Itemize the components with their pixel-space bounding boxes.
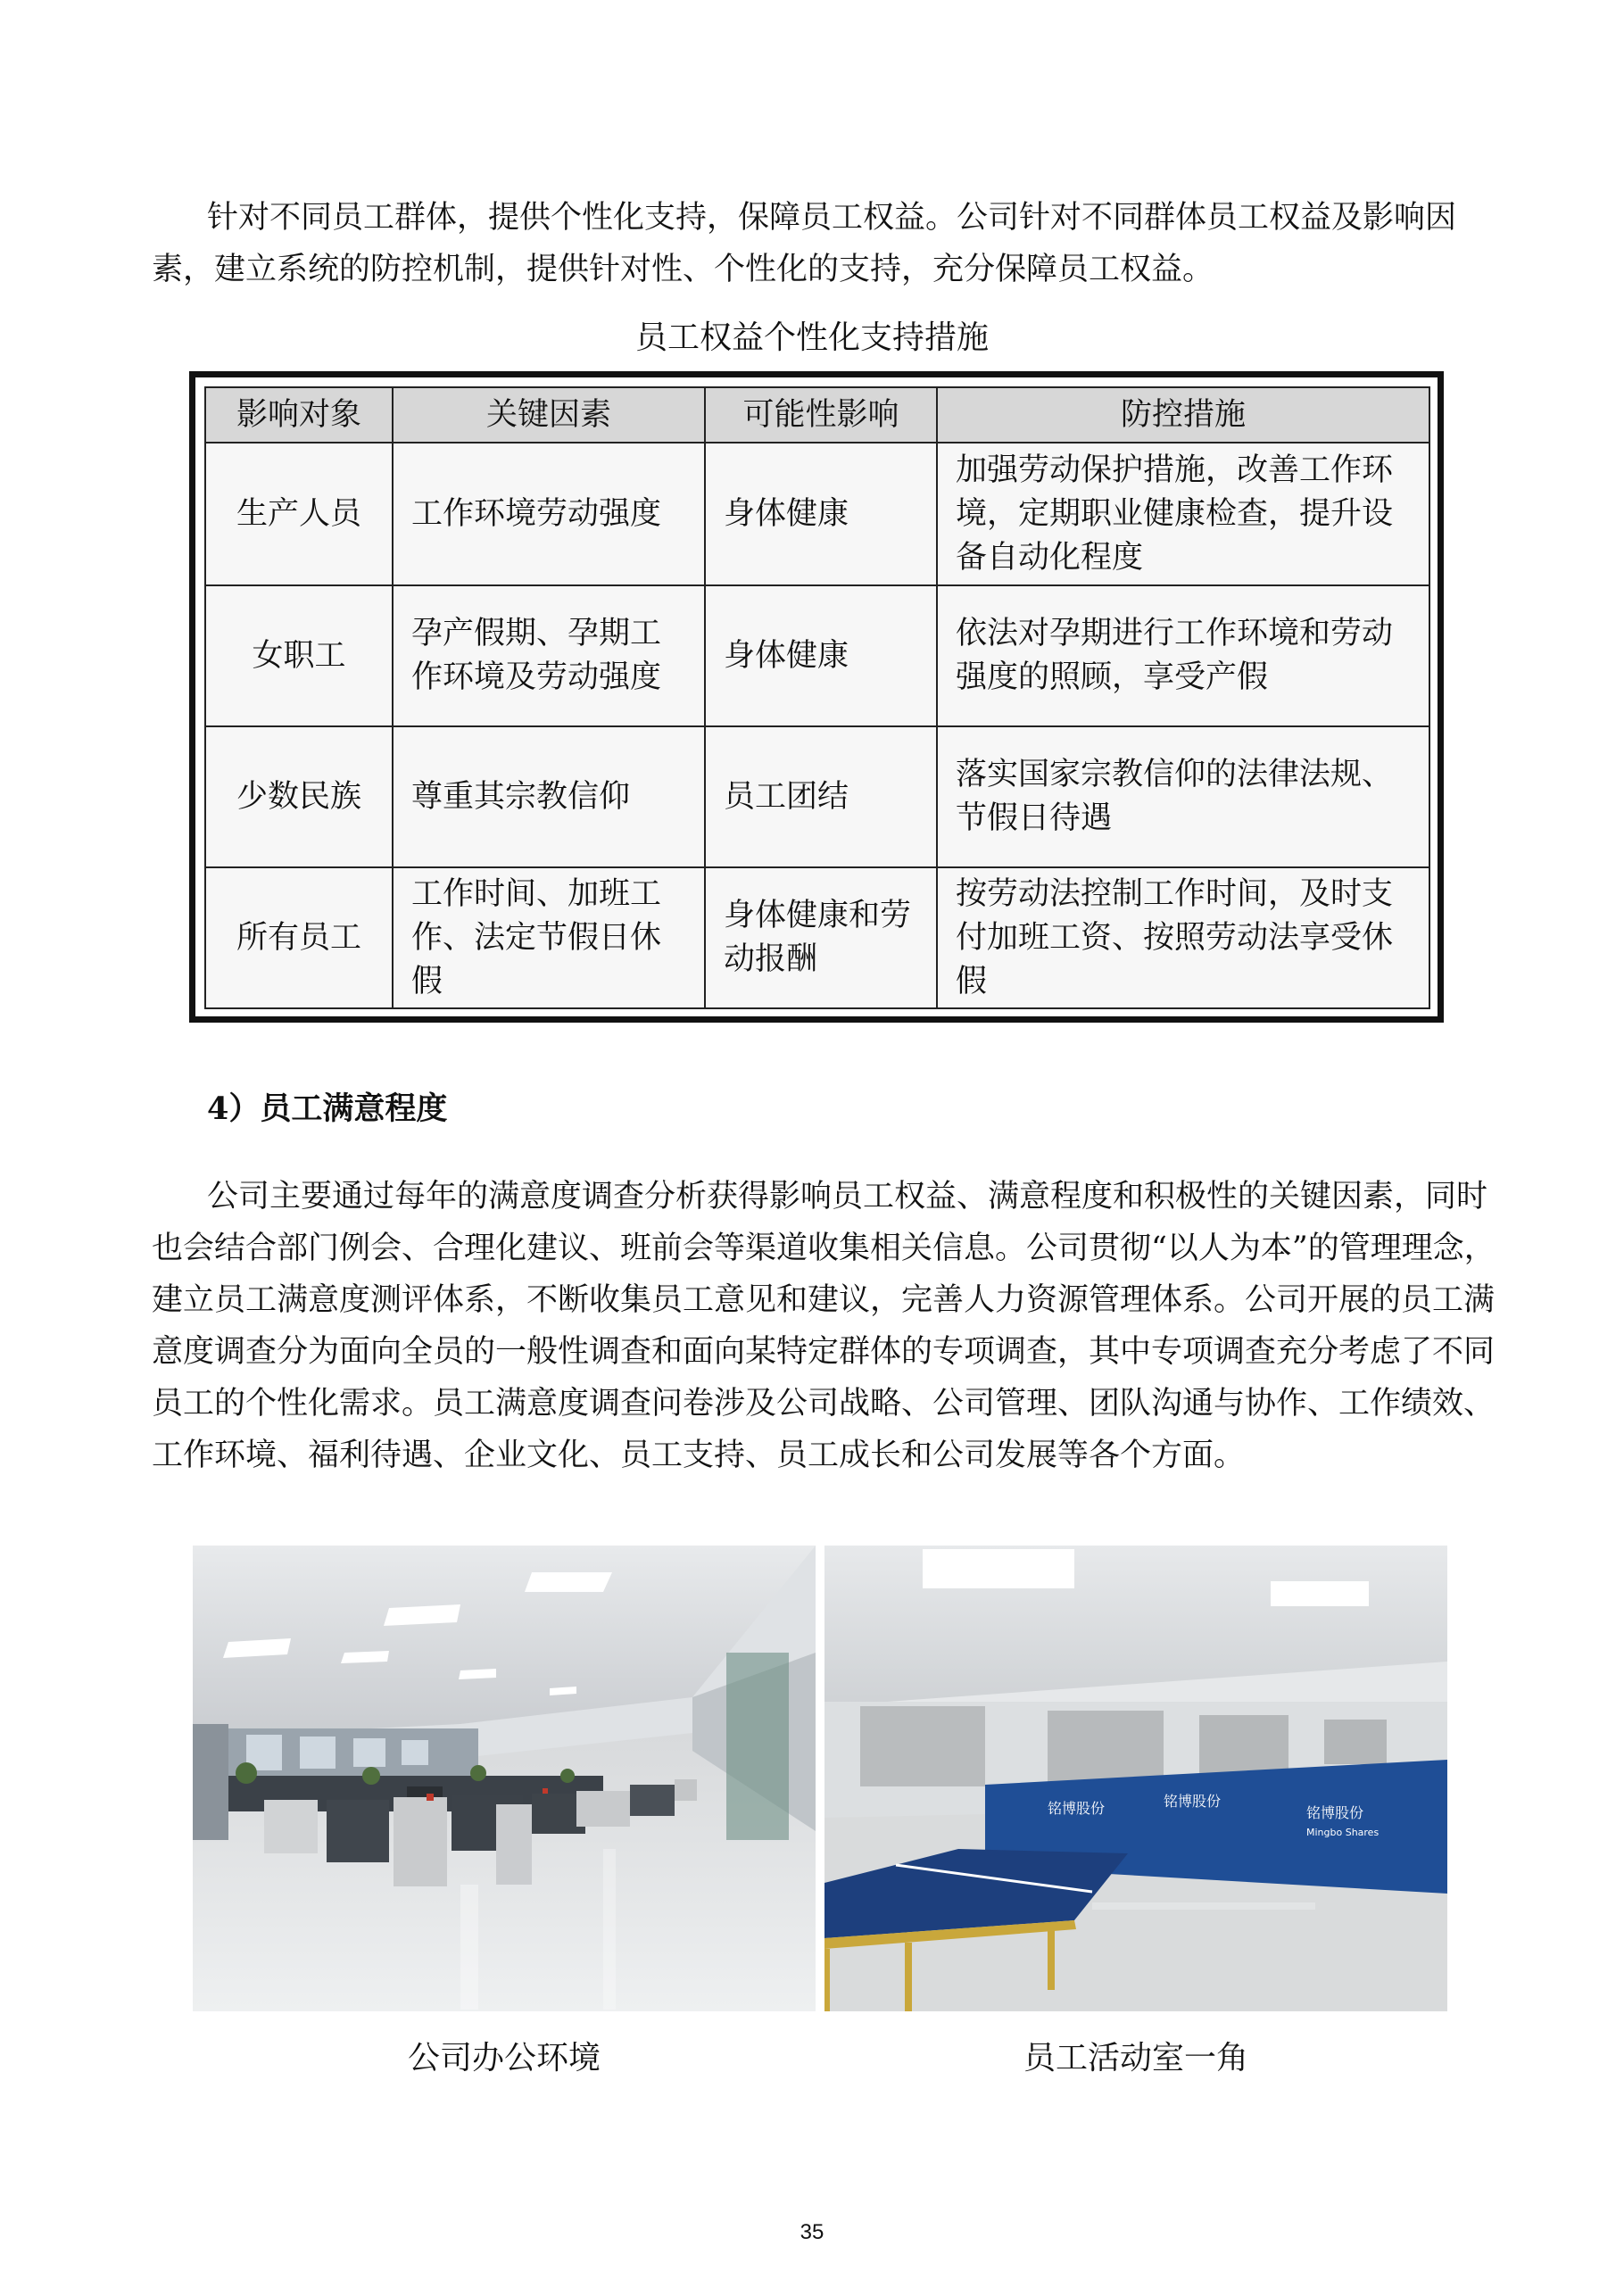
cell-target: 女职工: [205, 585, 393, 726]
rights-table: [204, 386, 1430, 1009]
cell-impact: 身体健康: [705, 443, 937, 585]
intro-paragraph: 针对不同员工群体，提供个性化支持，保障员工权益。公司针对不同群体员工权益及影响因素，建立系统的防控机制，提供针对性、个性化的支持，充分保障员工权益。: [152, 200, 1457, 287]
page-number: 35: [800, 2220, 824, 2244]
office-photo: [193, 1546, 816, 2011]
cell-target: 少数民族: [205, 726, 393, 867]
cell-impact: 员工团结: [705, 726, 937, 867]
office-photo-caption: 公司办公环境: [407, 2040, 601, 2076]
activity-room-photo-caption: 员工活动室一角: [1023, 2040, 1248, 2076]
svg-text:铭博股份: 铭博股份: [1048, 1800, 1106, 1817]
table-row: [205, 867, 1429, 1008]
cell-key-factor: 孕产假期、孕期工作环境及劳动强度: [393, 585, 705, 726]
svg-text:铭博股份: 铭博股份: [1164, 1793, 1222, 1810]
svg-text:Mingbo Shares: Mingbo Shares: [1306, 1827, 1380, 1838]
cell-measures: 落实国家宗教信仰的法律法规、节假日待遇: [937, 726, 1429, 867]
table-header-row: [205, 387, 1429, 443]
cell-key-factor: 工作环境劳动强度: [393, 443, 705, 585]
section-heading: 4）员工满意程度: [207, 1090, 448, 1127]
header-possible-impact: 可能性影响: [705, 387, 937, 443]
cell-impact: 身体健康: [705, 585, 937, 726]
table-row: [205, 443, 1429, 585]
table-row: [205, 726, 1429, 867]
table-caption: 员工权益个性化支持措施: [634, 319, 989, 356]
cell-key-factor: 工作时间、加班工作、法定节假日休假: [393, 867, 705, 1008]
cell-key-factor: 尊重其宗教信仰: [393, 726, 705, 867]
cell-target: 所有员工: [205, 867, 393, 1008]
table-row: [205, 585, 1429, 726]
cell-measures: 依法对孕期进行工作环境和劳动强度的照顾，享受产假: [937, 585, 1429, 726]
cell-impact: 身体健康和劳动报酬: [705, 867, 937, 1008]
satisfaction-paragraph: 公司主要通过每年的满意度调查分析获得影响员工权益、满意程度和积极性的关键因素，同时也会结合部门例会、合理化建议、班前会等渠道收集相关信息。公司贯彻“以人为本”的管理理念，建立员工满意度测评体系，不断收集员工意见和建议，完善人力资源管理体系。公司开展的员工满意度调查分为面向全员的一般性调查和面向某特定群体的专项调查，其中专项调查充分考虑了不同员工的个性化需求。员工满意度调查问卷涉及公司战略、公司管理、团队沟通与协作、工作绩效、工作环境、福利待遇、企业文化、员工支持、员工成长和公司发展等各个方面。: [152, 1179, 1496, 1473]
svg-text:铭博股份: 铭博股份: [1306, 1804, 1364, 1821]
cell-measures: 加强劳动保护措施，改善工作环境，定期职业健康检查，提升设备自动化程度: [937, 443, 1429, 585]
activity-room-photo: [824, 1546, 1447, 2011]
header-key-factor: 关键因素: [393, 387, 705, 443]
cell-target: 生产人员: [205, 443, 393, 585]
cell-measures: 按劳动法控制工作时间，及时支付加班工资、按照劳动法享受休假: [937, 867, 1429, 1008]
header-target: 影响对象: [205, 387, 393, 443]
rights-support-table: [189, 371, 1444, 1023]
header-control-measures: 防控措施: [937, 387, 1429, 443]
